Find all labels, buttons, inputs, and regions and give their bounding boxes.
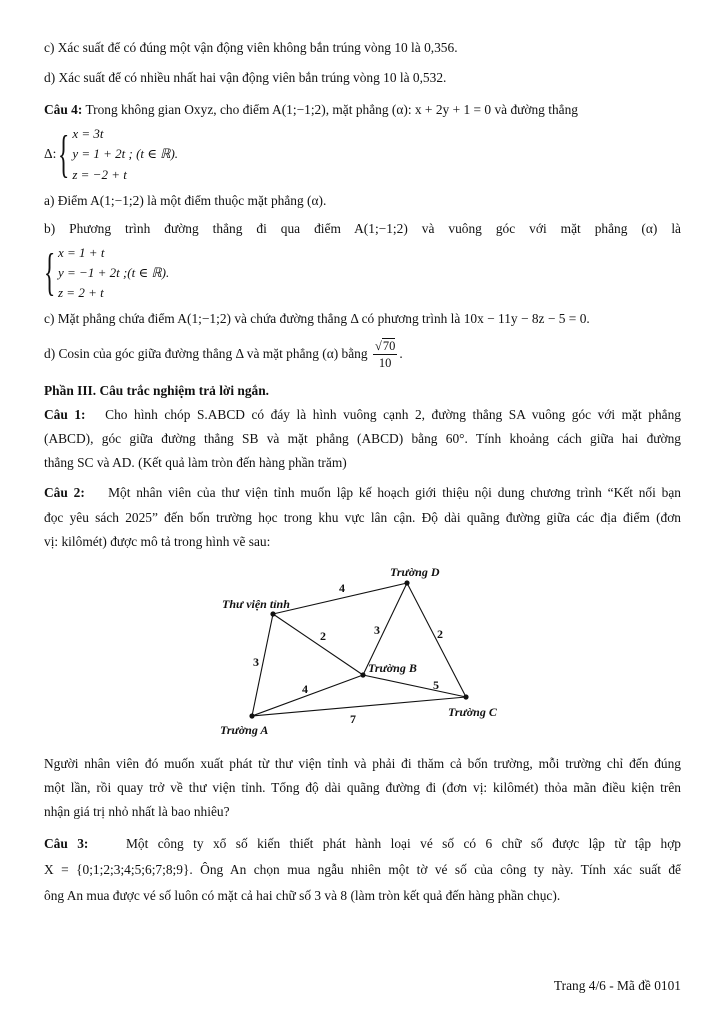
question-1-line1 (44, 405, 681, 425)
question-3-line2: X = {0;1;2;3;4;5;6;7;8;9}. Ông An chọn mua ngẫu nhiên một tờ vé số của công ty này. Tính xác suất để (44, 862, 681, 878)
question-4-title: Câu 4: (44, 102, 83, 118)
exam-page (44, 38, 681, 914)
b-eq-z: z = 2 + t (58, 285, 104, 301)
question-3-line3: ông An mua được vé số luôn có mặt cả hai chữ số 3 và 8 (làm tròn kết quả đến hàng phần chục). (44, 888, 561, 904)
fraction-numerator: 70 (382, 338, 396, 353)
weight-d-b: 3 (374, 622, 380, 637)
label-d: Trường D (390, 564, 440, 579)
delta-system (44, 124, 681, 184)
question-1-text1: Cho hình chóp S.ABCD có đáy là hình vuông cạnh 2, đường thẳng SA vuông góc với mặt phẳng (105, 407, 681, 423)
b-eq-y: y = −1 + 2t ;(t ∈ ℝ). (58, 265, 170, 281)
delta-eq-y: y = 1 + 2t ; (t ∈ ℝ). (72, 146, 179, 162)
edge-a-c (252, 697, 466, 716)
statement-d-prev: d) Xác suất để có nhiều nhất hai vận động viên bắn trúng vòng 10 là 0,532. (44, 70, 447, 86)
fraction-denominator: 10 (378, 355, 392, 370)
question-2-after1: Người nhân viên đó muốn xuất phát từ thư viện tỉnh và phải đi thăm cả bốn trường, mỗi trường chỉ đến đúng (44, 755, 681, 771)
delta-eq-x: x = 3t (72, 126, 104, 142)
question-2-line1 (44, 483, 681, 503)
page-footer: Trang 4/6 - Mã đề 0101 (553, 978, 681, 993)
weight-d-c: 2 (437, 626, 443, 641)
label-lib: Thư viện tỉnh (222, 596, 290, 611)
node-a (249, 713, 254, 718)
question-4-text: Trong không gian Oxyz, cho điểm A(1;−1;2), mặt phẳng (α): x + 2y + 1 = 0 và đường thẳng (85, 102, 578, 118)
edge-b-c (363, 675, 466, 697)
question-3-title: Câu 3: (44, 836, 89, 852)
weight-lib-a: 3 (253, 654, 259, 669)
label-b: Trường B (368, 660, 417, 675)
delta-label: Δ: (44, 146, 57, 162)
question-3-line1 (44, 834, 681, 854)
statement-c-prev: c) Xác suất để có đúng một vận động viên không bắn trúng vòng 10 là 0,356. (44, 40, 458, 55)
label-c: Trường C (448, 704, 497, 719)
question-2-line2: đọc yêu sách 2025” đến bốn trường học trong khu vực lân cận. Độ dài quãng đường giữa các địa điểm (đơn (44, 509, 681, 525)
brace-glyph: { (58, 125, 70, 183)
statement-4d: d) Cosin của góc giữa đường thẳng Δ và mặt phẳng (α) bằng $\frac{√70}{10}$ . (44, 338, 403, 370)
node-b (360, 672, 365, 677)
label-a: Trường A (220, 722, 269, 737)
question-2-text1: Một nhân viên của thư viện tỉnh muốn lập kế hoạch giới thiệu nội dung chương trình “Kết nối bạn (108, 485, 682, 501)
distance-graph (44, 558, 681, 744)
question-4-intro (44, 100, 681, 120)
cosine-fraction: $\frac{√70}{10}$ (374, 338, 396, 370)
statement-4d-text: d) Cosin của góc giữa đường thẳng Δ và mặt phẳng (α) bằng (44, 345, 368, 361)
delta-eq-z: z = −2 + t (72, 166, 127, 182)
question-2-title: Câu 2: (44, 485, 85, 501)
b-system (44, 243, 681, 303)
statement-4b-intro: b) Phương trình đường thẳng đi qua điểm A(1;−1;2) và vuông góc với mặt phẳng (α) là (44, 220, 681, 236)
statement-4c: c) Mặt phẳng chứa điểm A(1;−1;2) và chứa đường thẳng Δ có phương trình là 10x − 11y − 8z − 5 = 0. (44, 311, 590, 327)
question-2-after3: nhận giá trị nhỏ nhất là bao nhiêu? (44, 803, 230, 819)
distance-graph-figure (44, 558, 681, 744)
brace-glyph: { (44, 244, 56, 302)
statement-4a: a) Điểm A(1;−1;2) là một điểm thuộc mặt phẳng (α). (44, 192, 327, 208)
question-3-text1: Một công ty xổ số kiến thiết phát hành loại vé số có 6 chữ số được lập từ tập hợp (126, 836, 681, 852)
part-3-heading: Phần III. Câu trắc nghiệm trả lời ngắn. (44, 383, 270, 398)
node-c (463, 694, 468, 699)
node-d (404, 580, 409, 585)
question-1-line2: (ABCD), góc giữa đường thẳng SB và mặt phẳng (ABCD) bằng 60°. Tính khoảng cách giữa hai đường (44, 431, 681, 447)
weight-b-c: 5 (433, 677, 439, 692)
node-lib (270, 611, 275, 616)
question-2-after2: một lần, rồi quay trở về thư viện tỉnh. Tổng độ dài quãng đường đi (đơn vị: kilômét) thỏa mãn điều kiện trên (44, 779, 681, 795)
weight-a-c: 7 (350, 711, 356, 726)
question-1-line3: thẳng SC và AD. (Kết quả làm tròn đến hàng phần trăm) (44, 455, 347, 471)
weight-lib-d: 4 (339, 580, 345, 595)
weight-a-b: 4 (302, 681, 308, 696)
weight-lib-b: 2 (320, 628, 326, 643)
edge-lib-b (273, 614, 363, 675)
question-2-line3: vị: kilômét) được mô tả trong hình vẽ sau: (44, 533, 271, 549)
b-eq-x: x = 1 + t (58, 244, 105, 260)
question-1-title: Câu 1: (44, 407, 86, 423)
